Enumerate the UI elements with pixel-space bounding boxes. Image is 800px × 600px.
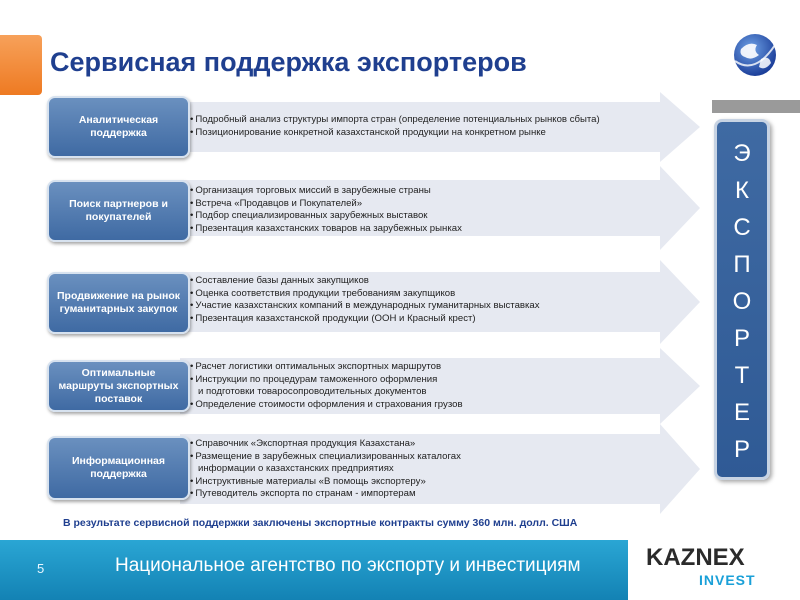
exporter-letter: Э [733,140,751,167]
exporter-letter: Р [733,436,750,463]
page-title: Сервисная поддержка экспортеров [50,47,527,77]
arrow-row-information [180,424,700,514]
globe-icon [731,31,779,79]
arrow-text-partners: • Организация торговых миссий в зарубежные страны • Встреча «Продавцов и Покупателей» • Подбор специализированных зарубежных выставок • Презентация казахстанских товаров на зарубежных рынках [190,185,660,235]
orange-accent-tab [0,35,42,95]
exporter-letter: П [733,251,751,278]
arrow-text-humanitarian: • Составление базы данных закупщиков • Оценка соответствия продукции требованиям закупщиков • Участие казахстанских компаний в международных гуманитарных выставках • Презентация казахстанской продукции (ООН и Красный крест) [190,275,660,325]
arrow-row-humanitarian [180,260,700,344]
exporter-letter: Е [733,399,750,426]
arrow-text-routes: • Расчет логистики оптимальных экспортных маршрутов • Инструкции по процедурам таможенного оформления и подготовки товаросопроводительных документов • Определение стоимости оформления и страхования грузов [190,361,660,411]
logo-line2: INVEST [699,572,756,588]
page-number: 5 [37,561,45,576]
label-partners: Поиск партнеров и покупателей [47,180,190,242]
header-divider [712,100,800,113]
exporter-letter: Т [734,362,750,389]
exporter-letter: С [733,214,751,241]
arrow-row-routes [180,348,700,424]
arrow-text-information: • Справочник «Экспортная продукция Казахстана» • Размещение в зарубежных специализированных каталогах информации о казахстанских предприятиях • Инструктивные материалы «В помощь экспортеру» • Путеводитель экспорта по странам - импортерам [190,438,660,501]
arrow-text-analytics: • Подробный анализ структуры импорта стран (определение потенциальных рынков сбыта) • Позиционирование конкретной казахстанской продукции на конкретном рынке [190,114,660,139]
arrow-row-analytics [180,92,700,162]
result-summary: В результате сервисной поддержки заключены экспортные контракты сумму 360 млн. долл. США [63,517,578,529]
label-information: Информационная поддержка [47,436,190,500]
logo-line1: KAZNEX [646,544,745,571]
exporter-letter: О [732,288,752,315]
kaznex-logo [628,538,800,600]
exporter-letter: Р [733,325,750,352]
label-humanitarian: Продвижение на рынок гуманитарных закупок [47,272,190,334]
exporter-vertical-box [714,119,770,480]
label-analytics: Аналитическая поддержка [47,96,190,158]
agency-name: Национальное агентство по экспорту и инвестициям [115,555,581,576]
label-routes: Оптимальные маршруты экспортных поставок [47,360,190,412]
exporter-letter: К [735,177,749,204]
arrow-row-partners [180,166,700,250]
